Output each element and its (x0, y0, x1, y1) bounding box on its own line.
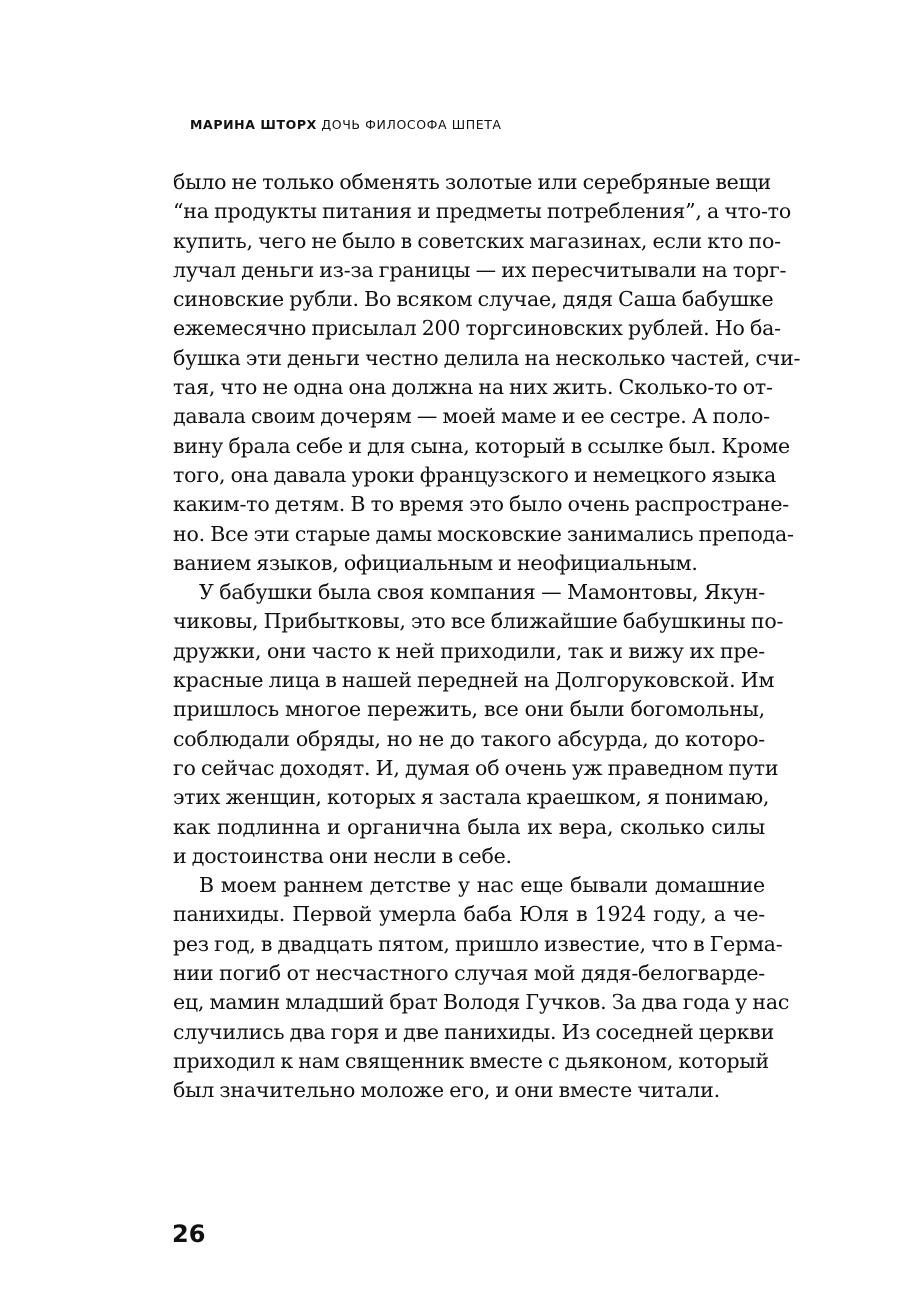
text-line: “на продукты питания и предметы потребления”, а что-то (173, 199, 791, 224)
text-line: лучал деньги из-за границы — их пересчитывали на торг- (173, 257, 787, 282)
text-line: купить, чего не было в советских магазинах, если кто по- (173, 228, 781, 253)
text-line: У бабушки была своя компания — Мамонтовы, Якун- (199, 580, 765, 605)
running-head (190, 117, 502, 132)
running-head-title: ДОЧЬ ФИЛОСОФА ШПЕТА (321, 117, 502, 132)
paragraph (173, 871, 790, 1105)
text-line: того, она давала уроки французского и немецкого языка (173, 462, 776, 487)
text-line: тая, что не одна она должна на них жить. Сколько-то от- (173, 375, 773, 400)
text-line: случились два горя и две панихиды. Из соседней церкви (173, 1019, 775, 1044)
text-line: ванием языков, официальным и неофициальным. (173, 550, 698, 575)
text-line: было не только обменять золотые или серебряные вещи (173, 170, 771, 194)
text-line: каким-то детям. В то время это было очень распростране- (173, 492, 789, 517)
text-line: В моем раннем детстве у нас еще бывали домашние (199, 873, 765, 898)
paragraph (173, 578, 784, 871)
text-line: как подлинна и органична была их вера, сколько силы (173, 814, 765, 839)
text-line: бушка эти деньги честно делила на несколько частей, счи- (173, 345, 801, 370)
paragraph (173, 168, 801, 578)
text-line: го сейчас доходят. И, думая об очень уж праведном пути (173, 755, 779, 780)
text-line: соблюдали обряды, но не до такого абсурда, до которо- (173, 726, 765, 751)
text-line: чиковы, Прибытковы, это все ближайшие бабушкины по- (173, 609, 784, 634)
body-text (173, 168, 801, 1106)
text-line: но. Все эти старые дамы московские занимались препода- (173, 521, 794, 546)
running-head-author: МАРИНА ШТОРХ (190, 117, 317, 132)
text-line: и достоинства они несли в себе. (173, 843, 512, 868)
text-line: давала своим дочерям — моей маме и ее сестре. А поло- (173, 404, 770, 429)
page-number: 26 (172, 1220, 206, 1248)
text-line: ежемесячно присылал 200 торгсиновских рублей. Но ба- (173, 316, 781, 341)
text-line: красные лица в нашей передней на Долгоруковской. Им (173, 668, 775, 693)
text-line: синовские рубли. Во всяком случае, дядя Саша бабушке (173, 287, 774, 312)
text-line: нии погиб от несчастного случая мой дядя-белогвардe- (173, 961, 765, 986)
text-line: этих женщин, которых я застала краешком, я понимаю, (173, 785, 770, 810)
text-line: приходил к нам священник вместе с дьяконом, который (173, 1048, 769, 1073)
text-line: ец, мамин младший брат Володя Гучков. За два года у нас (173, 990, 790, 1015)
text-line: панихиды. Первой умерла баба Юля в 1924 году, а че- (173, 902, 765, 927)
text-line: рез год, в двадцать пятом, пришло известие, что в Герма- (173, 931, 783, 956)
text-line: дружки, они часто к ней приходили, так и вижу их пре- (173, 638, 765, 663)
text-line: вину брала себе и для сына, который в ссылке был. Кроме (173, 433, 790, 458)
text-line: пришлось многое пережить, все они были богомольны, (173, 697, 765, 722)
text-line: был значительно моложе его, и они вместе читали. (173, 1078, 720, 1103)
